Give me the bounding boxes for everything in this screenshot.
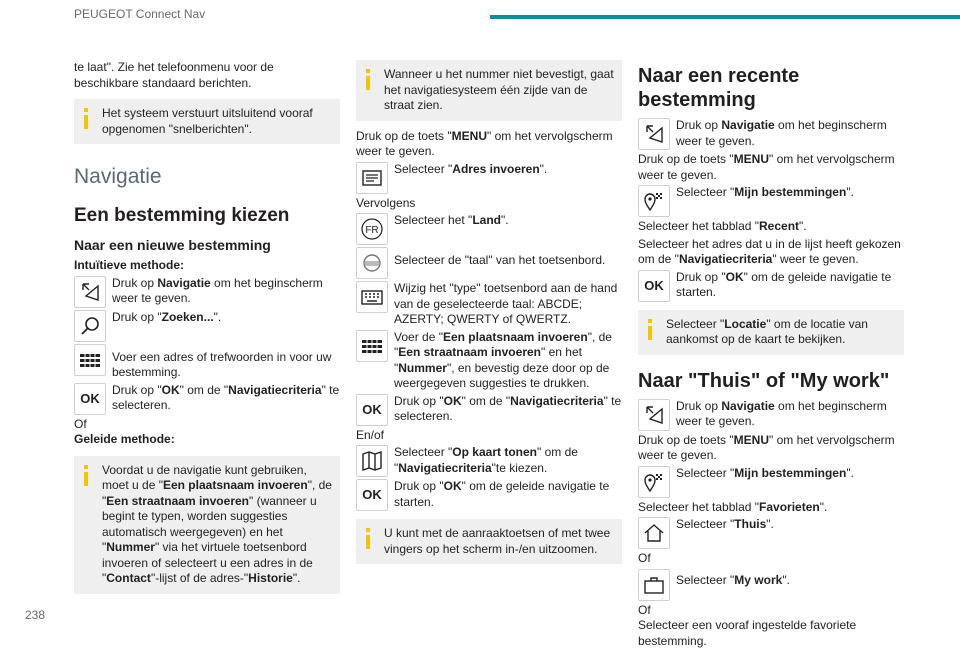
paragraph: Selecteer het tabblad "Recent".	[638, 219, 807, 233]
step	[74, 310, 340, 342]
heading: Naar "Thuis" of "My work"	[638, 369, 890, 392]
method-label: Geleide methode:	[74, 432, 175, 446]
step	[356, 394, 622, 426]
subheading: Naar een nieuwe bestemming	[74, 237, 271, 253]
ok-icon: OK	[356, 394, 388, 426]
info-note: Wanneer u het nummer niet bevestigt, gaat het navigatiesysteem één zijde van de straat zien.	[356, 60, 622, 121]
step-text: Selecteer "Op kaart tonen" om de "Navigatiecriteria"te kiezen.	[394, 445, 578, 475]
keyboard-icon	[74, 344, 106, 376]
language-icon	[356, 247, 388, 279]
ok-icon: OK	[638, 270, 670, 302]
step-text: Selecteer "Thuis".	[676, 517, 774, 531]
page-number: 238	[25, 608, 46, 622]
or-label: Of	[638, 551, 651, 565]
keyboard-type-icon	[356, 281, 388, 313]
step-text: Druk op "OK" om de geleide navigatie te starten.	[394, 479, 610, 509]
paragraph: te laat". Zie het telefoonmenu voor de beschikbare standaard berichten.	[74, 60, 274, 90]
step-text: Druk op "Zoeken...".	[112, 309, 222, 324]
my-destinations-icon	[638, 466, 670, 498]
step-text: Selecteer "Mijn bestemmingen".	[676, 185, 854, 199]
method-label: Intuïtieve methode:	[74, 258, 185, 272]
navigation-icon	[74, 276, 106, 308]
step	[74, 383, 340, 415]
search-icon	[74, 310, 106, 342]
step-text: Druk op "OK" om de "Navigatiecriteria" te selecteren.	[112, 382, 340, 412]
step	[638, 270, 904, 302]
navigation-icon	[638, 399, 670, 431]
step	[74, 276, 340, 308]
my-destinations-icon	[638, 185, 670, 217]
step-text: Voer de "Een plaatsnaam invoeren", de "Een straatnaam invoeren" en het "Nummer", en bevestig deze door op de weergegeven suggesties te drukken.	[394, 329, 612, 390]
info-note	[74, 99, 340, 144]
address-entry-icon	[356, 162, 388, 194]
step	[356, 479, 622, 511]
step-text: Druk op "OK" om de geleide navigatie te starten.	[676, 269, 892, 299]
step-text: Wijzig het "type" toetsenbord aan de hand van de geselecteerde taal: ABCDE; AZERTY; QWERTY of QWERTZ.	[394, 281, 618, 326]
step-text: Druk op Navigatie om het beginscherm weer te geven.	[676, 398, 887, 428]
ok-icon: OK	[356, 479, 388, 511]
heading: Een bestemming kiezen	[74, 205, 290, 226]
briefcase-icon	[638, 569, 670, 601]
section-title: Navigatie	[74, 165, 162, 188]
or-label: Of	[638, 602, 651, 617]
column-3	[638, 60, 904, 651]
step	[356, 213, 622, 245]
paragraph: Druk op de toets "MENU" om het vervolgscherm weer te geven.	[638, 152, 895, 182]
step-text: Druk op Navigatie om het beginscherm weer te geven.	[112, 275, 323, 305]
column-2	[356, 60, 622, 572]
step	[356, 445, 622, 477]
paragraph: Selecteer het adres dat u in de lijst heeft gekozen om de "Navigatiecriteria" weer te geven.	[638, 236, 901, 266]
paragraph: Selecteer het tabblad "Favorieten".	[638, 499, 828, 514]
step	[638, 466, 904, 498]
header-title: PEUGEOT Connect Nav	[74, 7, 206, 21]
paragraph: Druk op de toets "MENU" om het vervolgscherm weer te geven.	[638, 432, 895, 462]
info-note: U kunt met de aanraaktoetsen of met twee vingers op het scherm in-/en uitzoomen.	[356, 519, 622, 564]
svg-text:FR: FR	[365, 225, 379, 236]
step	[74, 344, 340, 381]
step	[356, 330, 622, 392]
step	[638, 569, 904, 601]
header-accent-bar	[490, 15, 960, 19]
step-text: Selecteer "My work".	[676, 572, 790, 587]
step	[638, 399, 904, 431]
step-text: Selecteer "Adres invoeren".	[394, 161, 548, 176]
step-text: Voer een adres of trefwoorden in voor uw bestemming.	[112, 349, 332, 379]
step	[356, 281, 622, 328]
paragraph: Selecteer een vooraf ingestelde favoriete bestemming.	[638, 618, 857, 648]
step-text: Druk op "OK" om de "Navigatiecriteria" te selecteren.	[394, 393, 622, 423]
step-text: Druk op Navigatie om het beginscherm weer te geven.	[676, 118, 887, 148]
step-text: Selecteer de "taal" van het toetsenbord.	[394, 253, 606, 267]
step-text: Selecteer het "Land".	[394, 213, 509, 227]
home-icon	[638, 517, 670, 549]
keyboard-icon	[356, 330, 388, 362]
step-text: Selecteer "Mijn bestemmingen".	[676, 465, 854, 480]
and-or-label: En/of	[356, 427, 385, 442]
info-note: Selecteer "Locatie" om de locatie van aankomst op de kaart te bekijken.	[638, 310, 904, 355]
then-label: Vervolgens	[356, 195, 416, 210]
note-text: Het systeem verstuurt uitsluitend vooraf opgenomen "snelberichten".	[102, 106, 313, 136]
step	[356, 162, 622, 194]
heading: Naar een recente bestemming	[638, 65, 800, 111]
info-note: Voordat u de navigatie kunt gebruiken, moet u de "Een plaatsnaam invoeren", de "Een straatnaam invoeren" (wanneer u begint te typen, worden suggesties automatisch weergegeven) en het "Nummer" via het virtuele toetsenbord invoeren of selecteert u een adres in de "Contact"-lijst of de adres-"Historie".	[74, 456, 340, 594]
navigation-icon	[638, 118, 670, 150]
ok-icon: OK	[74, 383, 106, 415]
step	[638, 185, 904, 217]
step	[638, 517, 904, 549]
or-label: Of	[74, 416, 87, 431]
country-icon	[356, 213, 388, 245]
map-icon	[356, 445, 388, 477]
paragraph: Druk op de toets "MENU" om het vervolgscherm weer te geven.	[356, 128, 613, 158]
step	[638, 118, 904, 150]
column-1	[74, 60, 340, 602]
step	[356, 247, 622, 279]
